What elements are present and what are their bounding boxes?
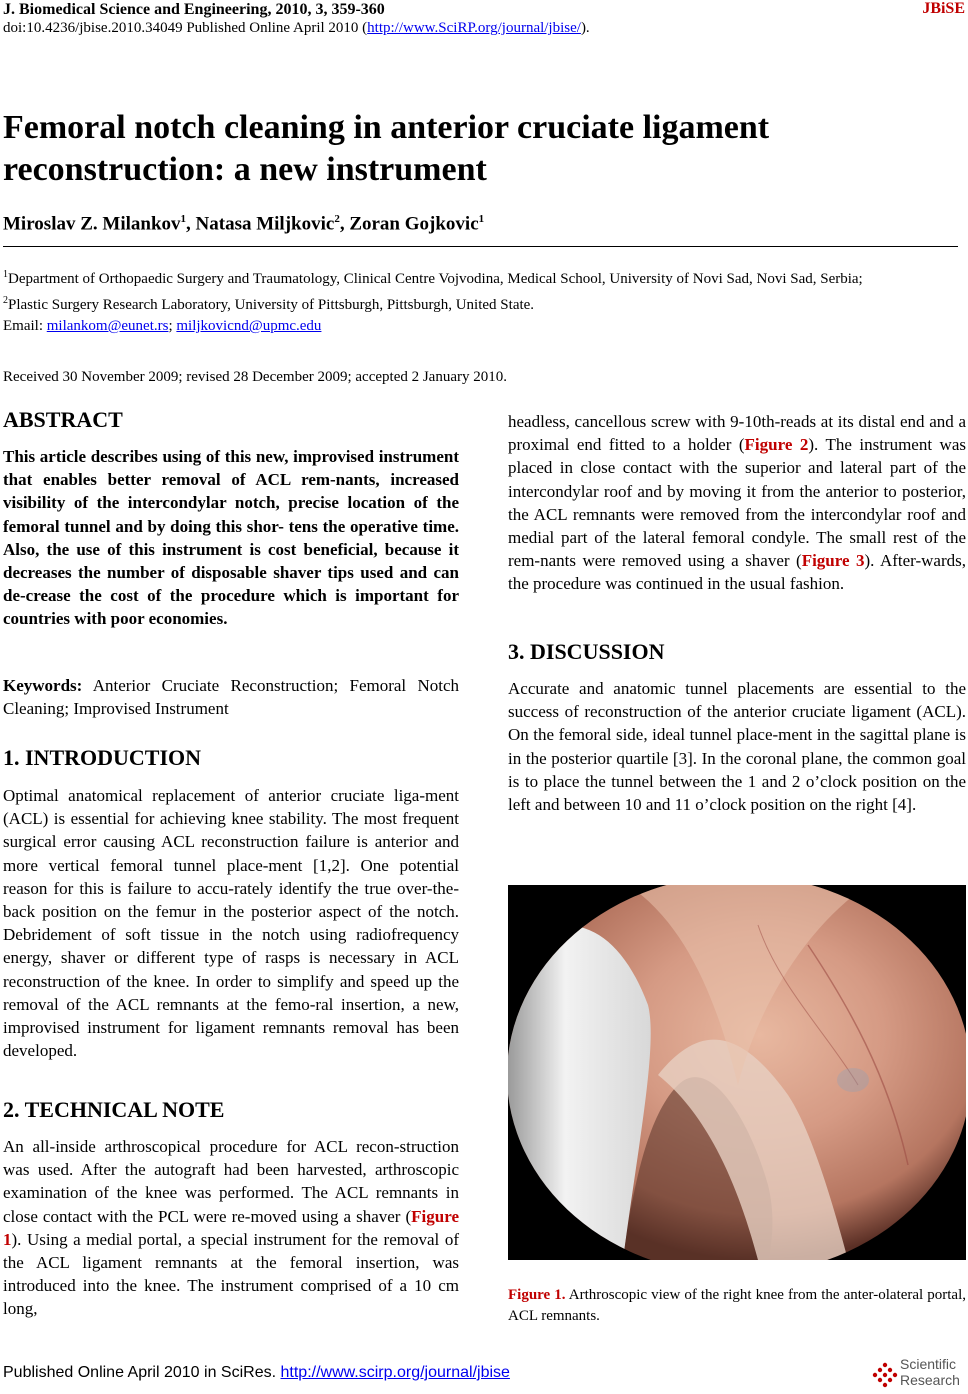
page-header bbox=[3, 0, 965, 38]
author-name: Natasa Miljkovic bbox=[195, 213, 335, 235]
journal-citation: J. Biomedical Science and Engineering, 2010, 3, 359-360 bbox=[3, 1, 385, 18]
technical-body-continued bbox=[508, 410, 966, 596]
discussion-heading-block bbox=[508, 639, 966, 665]
logo-dots-icon bbox=[872, 1362, 898, 1392]
affil-mark: 2 bbox=[3, 295, 8, 306]
page-footer bbox=[3, 1364, 510, 1382]
author-separator: , bbox=[339, 213, 350, 235]
email-link-2[interactable]: miljkovicnd@upmc.edu bbox=[176, 318, 322, 334]
abstract-body: This article describes using of this new, improvised instrument that enables better removal of ACL rem-nants, increased visibility of the intercondylar notch, precise location of the femoral tunnel and by doing this shor- tens the operative time. Also, the use of this instrument is cost beneficial, because it decreases the number of disposable shaver tips used and can de-crease the cost of the procedure which is important for countries with poor economies. bbox=[3, 447, 459, 629]
author-separator: , bbox=[186, 213, 196, 235]
paragraph-text: headless, cancellous screw with 9-10th-reads at its distal end and a proximal end fitted to a holder ( bbox=[508, 412, 966, 455]
logo-wordmark bbox=[900, 1356, 960, 1388]
figure-1-arthroscopic-image bbox=[508, 885, 966, 1260]
figure-3-reference[interactable]: Figure 3 bbox=[801, 551, 865, 571]
author-name: Miroslav Z. Milankov bbox=[3, 213, 181, 235]
received-dates: Received 30 November 2009; revised 28 December 2009; accepted 2 January 2010. bbox=[3, 369, 507, 385]
abstract-heading: ABSTRACT bbox=[3, 407, 123, 432]
paragraph-text: An all-inside arthroscopical procedure for ACL recon-struction was used. After the autograft had been harvested, arthroscopic examination of the knee was performed. The ACL remnants in close contact with the PCL were re-moved using a shaver ( bbox=[3, 1137, 459, 1226]
intro-heading-block bbox=[3, 745, 459, 771]
doi-text: doi:10.4236/jbise.2010.34049 Published Online April 2010 ( bbox=[3, 20, 368, 36]
journal-abbreviation: JBiSE bbox=[922, 0, 965, 17]
figure-2-reference[interactable]: Figure 2 bbox=[744, 435, 809, 455]
email-label: Email: bbox=[3, 318, 47, 334]
affiliation-1 bbox=[3, 264, 965, 290]
email-link-1[interactable]: milankom@eunet.rs bbox=[46, 318, 169, 334]
footer-text: Published Online April 2010 in SciRes. bbox=[3, 1364, 281, 1381]
author-list bbox=[3, 213, 484, 235]
keywords-text: Anterior Cruciate Reconstruction; Femoral Notch Cleaning; Improvised Instrument bbox=[3, 676, 459, 719]
doi-line bbox=[3, 19, 965, 38]
author-name: Zoran Gojkovic bbox=[349, 213, 479, 235]
abstract-heading-block bbox=[3, 407, 459, 433]
email-line bbox=[3, 316, 965, 337]
section-heading-technical-note: 2. TECHNICAL NOTE bbox=[3, 1097, 225, 1122]
author-affil-mark: 1 bbox=[478, 213, 485, 225]
figure-1-caption bbox=[508, 1285, 966, 1327]
logo-line-2: Research bbox=[900, 1372, 960, 1388]
paper-title: Femoral notch cleaning in anterior cruciate ligament reconstruction: a new instrument bbox=[3, 109, 770, 188]
author-affil-mark: 2 bbox=[334, 213, 340, 225]
figure-1-caption-text: Arthroscopic view of the right knee from the anter-olateral portal, ACL remnants. bbox=[508, 1287, 966, 1324]
intro-body: Optimal anatomical replacement of anterior cruciate liga-ment (ACL) is essential for achieving knee stability. The most frequent surgical error causing ACL reconstruction failure is anterior and more vertical femoral tunnel place-ment [1,2]. One potential reason for this is failure to accu-rately identify the true over-the-back position on the femur in the posterior aspect of the notch. Debridement of soft tissue in the notch using radiofrequency energy, shaver or different type of rasps is necessary in ACL reconstruction of the knee. In order to simplify and speed up the removal of the ACL remnants at the femo-ral insertion, a new, improvised instrument for ligament remnants removal has been developed. bbox=[3, 786, 459, 1061]
header-divider bbox=[3, 246, 958, 247]
discussion-body: Accurate and anatomic tunnel placements are essential to the success of reconstruction of the anterior cruciate ligament (ACL). On the femoral side, ideal tunnel place-ment in the sagittal plane is in the posterior quartile [3]. In the coronal plane, the common goal is to place the tunnel between the 1 and 2 o’clock position on the left and between 10 and 11 o’clock position on the right [4]. bbox=[508, 679, 966, 815]
paragraph-text: ). After-wards, the procedure was continued in the usual fashion. bbox=[508, 551, 966, 594]
affil-text: Plastic Surgery Research Laboratory, University of Pittsburgh, Pittsburgh, United State. bbox=[8, 297, 535, 313]
affiliations bbox=[3, 264, 965, 337]
affil-mark: 1 bbox=[3, 269, 8, 280]
author-affil-mark: 1 bbox=[180, 213, 187, 225]
paragraph-text: ). Using a medial portal, a special instrument for the removal of the ACL ligament remnants at the femoral insertion, was introduced into the knee. The instrument comprised of a 10 cm long, bbox=[3, 1229, 459, 1319]
affil-text: Department of Orthopaedic Surgery and Traumatology, Clinical Centre Vojvodina, Medical School, University of Novi Sad, Novi Sad, Serbia; bbox=[8, 271, 863, 287]
keywords-label: Keywords: bbox=[3, 676, 83, 695]
keywords bbox=[3, 674, 459, 720]
section-heading-introduction: 1. INTRODUCTION bbox=[3, 745, 202, 770]
paragraph-text: ). The instrument was placed in close contact with the superior and lateral part of the intercondylar roof and by moving it from the anterior to posterior, the ACL remnants were removed from the intercondylar roof and medial part of the lateral femoral condyle. The small rest of the rem-nants were removed using a shaver ( bbox=[508, 435, 966, 571]
scientific-research-logo bbox=[872, 1356, 966, 1394]
technical-body bbox=[3, 1135, 459, 1321]
journal-link[interactable]: http://www.SciRP.org/journal/jbise/ bbox=[367, 20, 581, 36]
section-heading-discussion: 3. DISCUSSION bbox=[508, 639, 665, 664]
figure-1-label: Figure 1. bbox=[508, 1287, 566, 1303]
arthroscopic-view-illustration bbox=[508, 885, 966, 1260]
logo-line-1: Scientific bbox=[900, 1356, 957, 1372]
figure-1-reference[interactable]: Figure 1 bbox=[3, 1206, 459, 1249]
footer-journal-link[interactable]: http://www.scirp.org/journal/jbise bbox=[280, 1364, 510, 1381]
email-separator: ; bbox=[168, 318, 177, 334]
doi-suffix: ). bbox=[580, 20, 590, 36]
affiliation-2 bbox=[3, 290, 965, 316]
technical-heading-block bbox=[3, 1097, 459, 1123]
